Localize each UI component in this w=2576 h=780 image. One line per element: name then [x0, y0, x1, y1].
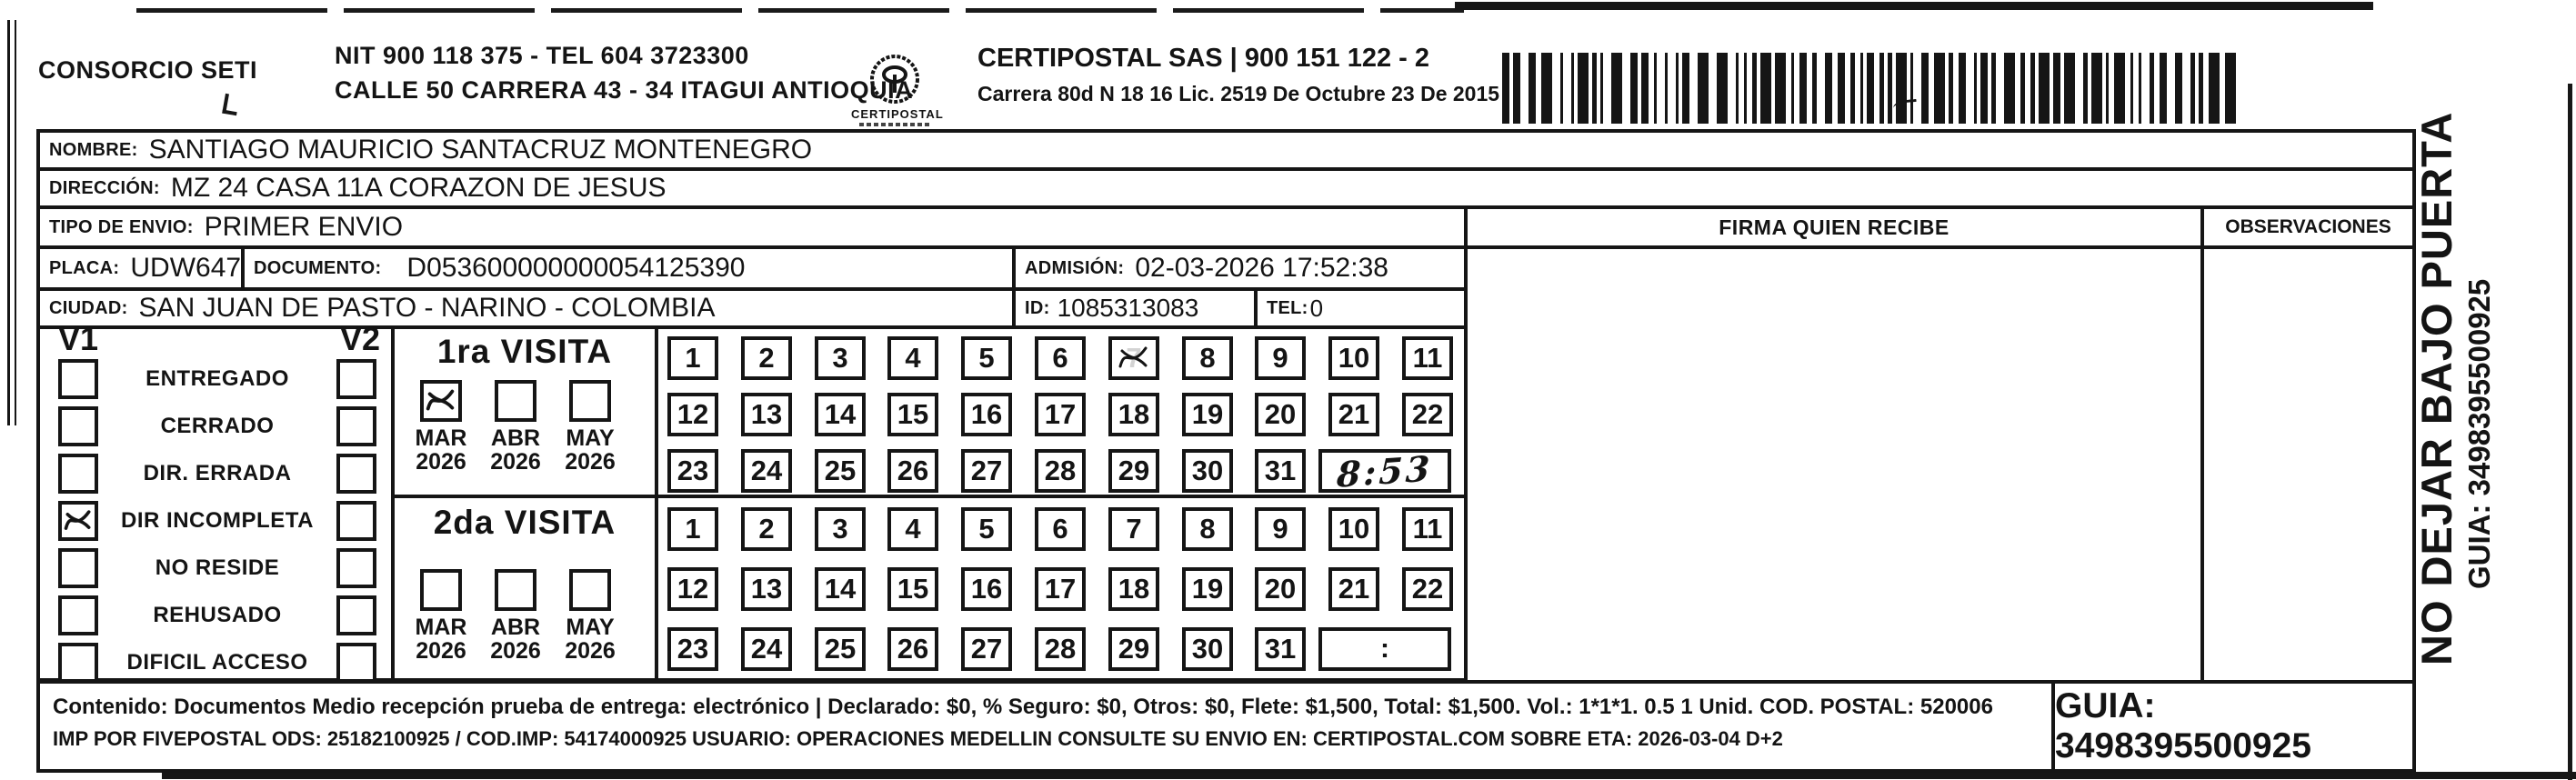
day-cell-26	[887, 627, 938, 671]
day-number: 17	[1044, 398, 1077, 430]
day-number: 11	[1412, 342, 1443, 374]
day-number: 12	[677, 398, 709, 430]
day-cell-5	[961, 507, 1012, 551]
month-checkbox-may	[569, 380, 611, 422]
day-cell-10	[1328, 336, 1379, 380]
visit-1-year-labels	[404, 449, 627, 475]
v2-checkbox	[336, 595, 376, 635]
barcode	[1502, 53, 2237, 124]
firma-header: FIRMA QUIEN RECIBE	[1464, 205, 2204, 249]
day-cell-9	[1255, 507, 1306, 551]
month-checkbox-abr	[495, 569, 536, 611]
day-number: 15	[897, 573, 929, 605]
v2-checkbox	[336, 501, 376, 541]
tipo-envio-value: PRIMER ENVIO	[204, 212, 404, 242]
day-cell-16	[961, 567, 1012, 611]
month-label: MAR	[415, 425, 467, 451]
day-cell-1	[667, 336, 718, 380]
admision-field	[1012, 245, 1468, 291]
day-cell-18	[1108, 567, 1159, 611]
visit-1-month-labels	[404, 425, 627, 452]
ciudad-field	[36, 287, 1016, 329]
month-checkbox-abr	[495, 380, 536, 422]
day-cell-5	[961, 336, 1012, 380]
day-cell-4	[887, 507, 938, 551]
day-cell-20	[1255, 567, 1306, 611]
placa-value: UDW647	[130, 253, 242, 283]
day-cell-12	[667, 393, 718, 436]
day-number: 31	[1264, 455, 1297, 486]
handwritten-check-icon	[62, 505, 95, 537]
day-number: 6	[1052, 513, 1068, 545]
day-cell-9	[1255, 336, 1306, 380]
license-line: Carrera 80d N 18 16 Lic. 2519 De Octubre 23 De 2015	[977, 82, 1500, 105]
day-number: 2	[758, 342, 775, 374]
status-option-label: REHUSADO	[153, 603, 282, 627]
certipostal-logo	[851, 53, 944, 126]
day-number: 23	[677, 633, 709, 665]
scan-artifact-left-edge-1	[7, 20, 10, 425]
visit-2-month-labels	[404, 615, 627, 641]
day-number: 23	[677, 455, 709, 486]
ciudad-label: CIUDAD:	[49, 297, 128, 318]
day-cell-8	[1182, 507, 1233, 551]
day-number: 20	[1264, 398, 1297, 430]
day-cell-25	[815, 449, 866, 493]
year-label: 2026	[490, 638, 541, 664]
scan-artifact-top-line-left	[136, 8, 1464, 13]
scan-artifact-right-edge	[2568, 84, 2572, 780]
nombre-field	[36, 129, 2416, 171]
day-number: 29	[1118, 633, 1150, 665]
day-number: 19	[1191, 573, 1224, 605]
day-number: 30	[1191, 455, 1224, 486]
day-number: 7	[1126, 342, 1142, 374]
month-label: MAY	[566, 425, 615, 451]
day-number: 8	[1199, 342, 1216, 374]
day-cell-27	[961, 627, 1012, 671]
v1-header: V1	[58, 320, 99, 357]
direccion-label: DIRECCIÓN:	[49, 177, 160, 198]
certipostal-logo-icon	[868, 53, 921, 105]
day-cell-14	[815, 393, 866, 436]
day-cell-13	[741, 393, 792, 436]
day-number: 20	[1264, 573, 1297, 605]
day-number: 21	[1338, 573, 1370, 605]
day-number: 26	[897, 455, 929, 486]
v2-checkbox	[336, 548, 376, 588]
handwritten-check-icon	[424, 384, 458, 418]
day-cell-11	[1402, 336, 1453, 380]
observaciones-area	[2200, 245, 2416, 684]
month-label: MAR	[415, 615, 467, 640]
day-number: 14	[824, 573, 857, 605]
status-option-label: DIFICIL ACCESO	[126, 650, 308, 675]
day-cell-24	[741, 627, 792, 671]
day-cell-28	[1035, 627, 1086, 671]
year-label: 2026	[490, 449, 541, 475]
tipo-envio-label: TIPO DE ENVIO:	[49, 216, 194, 237]
day-number: 16	[970, 573, 1003, 605]
tel-field	[1254, 287, 1468, 329]
day-number: 3	[832, 342, 848, 374]
v2-checkbox	[336, 643, 376, 683]
scan-artifact-top-line-right	[1455, 2, 2373, 10]
day-number: 24	[750, 455, 783, 486]
day-number: 14	[824, 398, 857, 430]
time-colon: :	[1380, 634, 1389, 664]
logo-wordmark: CERTIPOSTAL	[851, 107, 944, 121]
visit-1-month-checkboxes	[404, 380, 627, 422]
status-option-label: DIR INCOMPLETA	[121, 508, 314, 533]
day-number: 9	[1272, 342, 1288, 374]
day-number: 19	[1191, 398, 1224, 430]
day-cell-22	[1402, 567, 1453, 611]
month-checkbox-may	[569, 569, 611, 611]
address-line: CALLE 50 CARRERA 43 - 34 ITAGUI ANTIOQUIA	[335, 76, 914, 104]
day-cell-6	[1035, 336, 1086, 380]
tel-value: 0	[1309, 294, 1324, 322]
day-cell-17	[1035, 393, 1086, 436]
scan-artifact-left-edge-2	[15, 20, 16, 425]
day-number: 12	[677, 573, 709, 605]
direccion-field	[36, 167, 2416, 209]
v1-checkbox	[58, 501, 98, 541]
status-option-row	[58, 547, 376, 589]
day-cell-26	[887, 449, 938, 493]
day-cell-30	[1182, 449, 1233, 493]
documento-value: D053600000000054125390	[406, 253, 746, 283]
day-number: 11	[1412, 513, 1443, 545]
day-number: 27	[970, 633, 1003, 665]
documento-label: DOCUMENTO:	[254, 257, 382, 278]
day-number: 1	[685, 513, 701, 545]
visit-2-month-checkboxes	[404, 569, 627, 611]
day-cell-16	[961, 393, 1012, 436]
day-cell-6	[1035, 507, 1086, 551]
day-number: 26	[897, 633, 929, 665]
day-cell-14	[815, 567, 866, 611]
scan-artifact-pen-tick	[222, 94, 240, 115]
month-label: MAY	[566, 615, 615, 640]
v1-checkbox	[58, 454, 98, 494]
day-cell-20	[1255, 393, 1306, 436]
day-number: 29	[1118, 455, 1150, 486]
day-number: 24	[750, 633, 783, 665]
visit-2-block	[391, 495, 658, 682]
day-cell-31	[1255, 627, 1306, 671]
no-dejar-bajo-puerta-warning: NO DEJAR BAJO PUERTA	[2412, 111, 2461, 665]
year-label: 2026	[416, 638, 466, 664]
v1-checkbox	[58, 406, 98, 446]
logo-tagline-illegible	[859, 123, 930, 126]
day-cell-15	[887, 393, 938, 436]
day-number: 5	[978, 513, 995, 545]
day-number: 28	[1044, 455, 1077, 486]
tipo-envio-field	[36, 205, 1468, 249]
day-number: 4	[905, 342, 921, 374]
day-number: 15	[897, 398, 929, 430]
status-panel	[36, 320, 395, 682]
v2-checkbox	[336, 454, 376, 494]
day-number: 25	[824, 455, 857, 486]
day-cell-19	[1182, 567, 1233, 611]
time-cell	[1318, 446, 1451, 495]
handwritten-time: 8:53	[1336, 446, 1434, 495]
day-cell-25	[815, 627, 866, 671]
v1-checkbox	[58, 548, 98, 588]
day-cell-27	[961, 449, 1012, 493]
footer-line-1: Contenido: Documentos Medio recepción prueba de entrega: electrónico | Declarado: $0, % Seguro: $0, Otros: $0, Flete: $1,500, Total: $1,500. Vol.: 1*1*1. 0.5 1 Unid. COD. POSTAL: 520006	[53, 695, 1993, 719]
day-number: 10	[1338, 342, 1370, 374]
signature-area	[1464, 245, 2204, 684]
day-cell-23	[667, 627, 718, 671]
day-number: 28	[1044, 633, 1077, 665]
visit-2-title: 2da VISITA	[433, 504, 616, 541]
day-cell-13	[741, 567, 792, 611]
day-cell-12	[667, 567, 718, 611]
day-number: 31	[1264, 633, 1297, 665]
day-cell-21	[1328, 567, 1379, 611]
guia-box-value: GUIA: 3498395500925	[2055, 686, 2311, 765]
day-number: 2	[758, 513, 775, 545]
day-cell-8	[1182, 336, 1233, 380]
scan-artifact-bottom-line	[162, 772, 2576, 779]
year-label: 2026	[565, 449, 616, 475]
day-cell-1	[667, 507, 718, 551]
v2-checkbox	[336, 406, 376, 446]
v1-checkbox	[58, 595, 98, 635]
guia-box	[2051, 680, 2416, 773]
status-options	[40, 358, 391, 689]
id-field	[1012, 287, 1258, 329]
day-cell-18	[1108, 393, 1159, 436]
id-value: 1085313083	[1057, 294, 1199, 322]
day-cell-7	[1108, 507, 1159, 551]
day-cell-11	[1402, 507, 1453, 551]
admision-value: 02-03-2026 17:52:38	[1135, 253, 1388, 283]
guia-vertical: GUIA: 3498395500925	[2462, 278, 2496, 589]
v1-checkbox	[58, 359, 98, 399]
day-number: 3	[832, 513, 848, 545]
day-number: 30	[1191, 633, 1224, 665]
tel-label: TEL:	[1267, 297, 1308, 318]
status-option-label: ENTREGADO	[145, 366, 289, 391]
day-number: 22	[1411, 573, 1444, 605]
nit-line: NIT 900 118 375 - TEL 604 3723300	[335, 42, 749, 69]
day-number: 21	[1338, 398, 1370, 430]
day-cell-3	[815, 507, 866, 551]
status-option-row	[58, 500, 376, 542]
day-cell-3	[815, 336, 866, 380]
status-option-row	[58, 453, 376, 495]
day-number: 5	[978, 342, 995, 374]
day-number: 6	[1052, 342, 1068, 374]
day-number: 1	[685, 342, 701, 374]
day-number: 13	[750, 398, 783, 430]
month-label: ABR	[490, 615, 541, 640]
footer-info-box	[36, 680, 2055, 773]
day-cell-2	[741, 507, 792, 551]
month-checkbox-mar	[420, 380, 462, 422]
day-cell-29	[1108, 449, 1159, 493]
visit-2-day-grid	[655, 495, 1468, 682]
visit-2-year-labels	[404, 638, 627, 665]
year-label: 2026	[565, 638, 616, 664]
v2-checkbox	[336, 359, 376, 399]
day-number: 8	[1199, 513, 1216, 545]
status-option-label: DIR. ERRADA	[143, 461, 292, 485]
v1-checkbox	[58, 643, 98, 683]
company-name: CONSORCIO SETI	[38, 56, 258, 84]
day-cell-10	[1328, 507, 1379, 551]
day-number: 4	[905, 513, 921, 545]
day-cell-15	[887, 567, 938, 611]
nombre-label: NOMBRE:	[49, 139, 138, 160]
day-cell-2	[741, 336, 792, 380]
day-cell-7	[1108, 336, 1159, 380]
id-label: ID:	[1025, 297, 1050, 318]
visit-1-title: 1ra VISITA	[436, 333, 613, 370]
day-number: 10	[1338, 513, 1370, 545]
handwritten-check-icon	[1112, 340, 1156, 376]
day-cell-28	[1035, 449, 1086, 493]
time-cell	[1318, 627, 1451, 671]
month-checkbox-mar	[420, 569, 462, 611]
day-number: 27	[970, 455, 1003, 486]
day-cell-29	[1108, 627, 1159, 671]
day-number: 22	[1411, 398, 1444, 430]
placa-label: PLACA:	[49, 257, 120, 278]
day-cell-21	[1328, 393, 1379, 436]
nombre-value: SANTIAGO MAURICIO SANTACRUZ MONTENEGRO	[148, 135, 813, 165]
day-cell-19	[1182, 393, 1233, 436]
visit-1-day-grid	[655, 325, 1468, 498]
day-cell-23	[667, 449, 718, 493]
month-label: ABR	[490, 425, 541, 451]
day-cell-22	[1402, 393, 1453, 436]
day-cell-17	[1035, 567, 1086, 611]
ciudad-value: SAN JUAN DE PASTO - NARINO - COLOMBIA	[138, 293, 716, 323]
day-cell-30	[1182, 627, 1233, 671]
day-cell-4	[887, 336, 938, 380]
day-cell-31	[1255, 449, 1306, 493]
day-number: 17	[1044, 573, 1077, 605]
visit-1-block	[391, 325, 658, 498]
status-option-label: CERRADO	[160, 414, 275, 438]
admision-label: ADMISIÓN:	[1025, 257, 1125, 278]
year-label: 2026	[416, 449, 466, 475]
status-option-row	[58, 358, 376, 400]
day-number: 13	[750, 573, 783, 605]
day-cell-24	[741, 449, 792, 493]
status-option-row	[58, 642, 376, 684]
v2-header: V2	[340, 320, 381, 357]
day-number: 16	[970, 398, 1003, 430]
day-number: 18	[1118, 573, 1150, 605]
day-number: 7	[1126, 513, 1142, 545]
observaciones-header: OBSERVACIONES	[2200, 205, 2416, 249]
certipostal-sas-line: CERTIPOSTAL SAS | 900 151 122 - 2	[977, 44, 1430, 73]
direccion-value: MZ 24 CASA 11A CORAZON DE JESUS	[170, 173, 667, 203]
footer-line-2: IMP POR FIVEPOSTAL ODS: 25182100925 / COD.IMP: 54174000925 USUARIO: OPERACIONES MEDELLIN CONSULTE SU ENVIO EN: CERTIPOSTAL.COM SOBRE ETA: 2026-03-04 D+2	[53, 727, 1783, 750]
documento-field	[241, 245, 1016, 291]
status-option-label: NO RESIDE	[155, 555, 280, 580]
placa-field	[36, 245, 245, 291]
day-number: 25	[824, 633, 857, 665]
status-option-row	[58, 595, 376, 636]
status-option-row	[58, 405, 376, 447]
day-number: 18	[1118, 398, 1150, 430]
day-number: 9	[1272, 513, 1288, 545]
